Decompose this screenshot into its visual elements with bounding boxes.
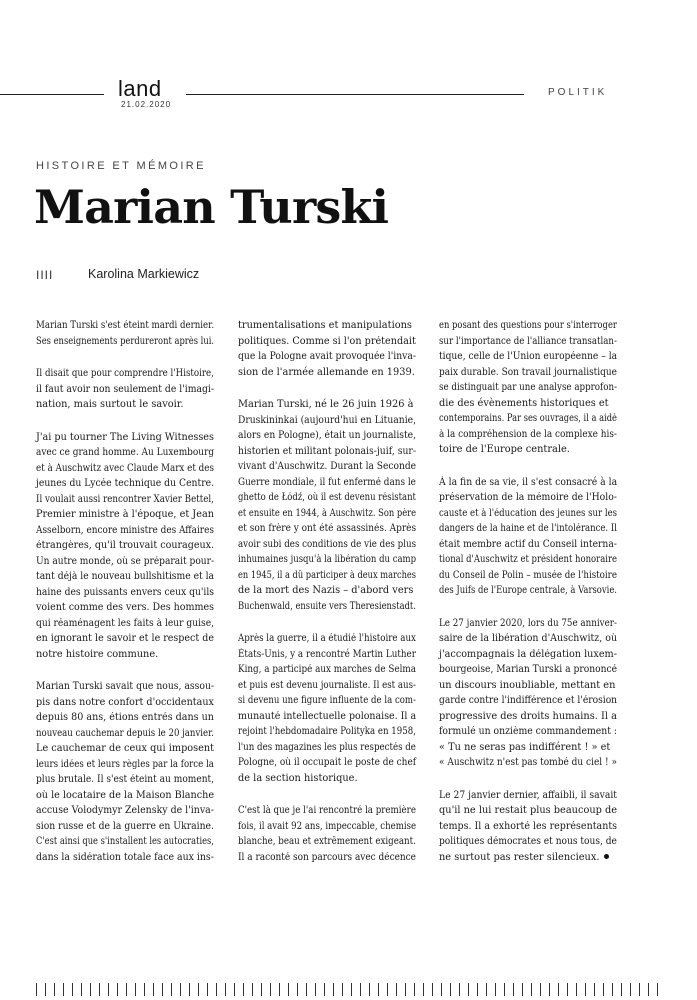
- text-line: dans la sidération totale face aux ins-: [36, 851, 214, 863]
- paragraph: [238, 318, 418, 380]
- text-line: avoir subi des conditions de vie des plus: [238, 538, 417, 550]
- text-line: Le cauchemar de ceux qui imposent: [36, 743, 215, 754]
- text-line: contemporains. Par ses ouvrages, il a aidé: [439, 413, 617, 424]
- text-line: et ensuite en 1944, à Auschwitz. Son père: [238, 507, 417, 519]
- text-line: causte et à l'éducation des jeunes sur les: [439, 507, 618, 519]
- footer-tick-bar: [36, 983, 662, 996]
- text-line: trumentalisations et manipulations: [238, 320, 412, 331]
- text-line: tant déjà le nouveau bullshitisme et la: [36, 571, 215, 582]
- text-line: Guerre mondiale, il fut enfermé dans le: [238, 476, 416, 488]
- issue-date: 21.02.2020: [121, 100, 172, 109]
- text-line: progressive des droits humains. Il a: [439, 710, 617, 722]
- text-line: en posant des questions pour s'interroger: [439, 320, 617, 331]
- text-line: Marian Turski, né le 26 juin 1926 à: [238, 399, 414, 410]
- text-line: pis dans notre confort d'occidentaux: [36, 696, 214, 708]
- text-line: se distinguait par une analyse approfon-: [439, 382, 618, 393]
- publication-logo: land: [118, 76, 162, 101]
- text-line: formulé un onzième commandement :: [439, 726, 618, 737]
- paragraph: [439, 318, 619, 458]
- text-line: étrangères, qu'il trouvait courageux.: [36, 540, 215, 551]
- text-line: à la compréhension de la complexe his-: [439, 428, 617, 440]
- text-line: blanche, beau et extrêmement exigeant.: [238, 836, 416, 847]
- text-line: de la mort des Nazis – d'abord vers: [238, 585, 414, 596]
- text-line: Premier ministre à l'époque, et Jean: [36, 509, 214, 520]
- text-line: « Tu ne seras pas indifférent ! » et: [439, 741, 611, 753]
- text-line: et puis est devenu journaliste. Il est aus-: [238, 679, 416, 691]
- text-line: Ses enseignements perdureront après lui.: [36, 335, 215, 347]
- text-line: que la Pologne avait provoquée l'inva-: [238, 351, 416, 362]
- text-line: plus brutale. Il s'est éteint au moment,: [36, 774, 215, 785]
- article-kicker: HISTOIRE ET MÉMOIRE: [36, 160, 206, 172]
- text-line: Il disait que pour comprendre l'Histoire,: [36, 368, 214, 379]
- text-line: Il voulait aussi rencontrer Xavier Bettel,: [36, 493, 214, 505]
- text-line: Buchenwald, ensuite vers Theresienstadt.: [238, 600, 416, 612]
- text-column-3: [439, 318, 619, 882]
- text-line: À la fin de sa vie, il s'est consacré à la: [439, 476, 618, 488]
- text-line: ghetto de Łódź, où il est devenu résistant: [238, 492, 416, 503]
- text-line: était membre actif du Conseil interna-: [439, 538, 617, 550]
- text-line: j'accompagnais la délégation luxem-: [439, 648, 617, 660]
- text-line: munauté intellectuelle polonaise. Il a: [238, 710, 417, 722]
- text-line: inhumaines jusqu'à la libération du camp: [238, 554, 417, 565]
- text-line: de la section historique.: [238, 772, 358, 784]
- paragraph: [238, 397, 418, 614]
- text-line: tique, celle de l'Union européenne – la: [439, 351, 618, 362]
- text-line: Le 27 janvier 2020, lors du 75e anniver-: [439, 617, 617, 629]
- paragraph: [439, 475, 619, 599]
- text-line: États-Unis, y a rencontré Martin Luther: [238, 648, 416, 660]
- text-line: voient comme des vers. Des hommes: [36, 602, 214, 613]
- text-line: Asselborn, encore ministre des Affaires: [36, 524, 214, 536]
- paragraph: [36, 430, 216, 663]
- text-line: et son frère y ont été assassinés. Après: [238, 523, 417, 534]
- paragraph: [36, 318, 216, 349]
- text-line: notre histoire commune.: [36, 648, 159, 660]
- text-line: toire de l'Europe centrale.: [439, 444, 570, 455]
- text-line: C'est là que je l'ai rencontré la première: [238, 805, 416, 816]
- text-column-1: [36, 318, 216, 882]
- byline-marker: IIII: [36, 268, 54, 282]
- text-line: et à Auschwitz avec Claude Marx et des: [36, 462, 214, 474]
- text-line: King, a participé aux marches de Selma: [238, 664, 416, 675]
- text-line: du Conseil de Polin – musée de l'histoire: [439, 569, 617, 581]
- paragraph: [238, 631, 418, 786]
- text-line: bourgeoise, Marian Turski a prononcé: [439, 664, 618, 675]
- text-line: alors en Pologne), était un journaliste,: [238, 430, 417, 441]
- paragraph: [238, 803, 418, 865]
- text-line: il faut avoir non seulement de l'imagi-: [36, 383, 215, 395]
- article-title: Marian Turski: [34, 180, 389, 234]
- text-line: fois, il avait 92 ans, impeccable, chemise: [238, 820, 417, 832]
- text-line: C'est ainsi que s'installent les autocraties,: [36, 836, 214, 847]
- text-line: en ignorant le savoir et le respect de: [36, 633, 214, 644]
- text-line: nouveau cauchemar depuis le 20 janvier.: [36, 727, 215, 739]
- header-rule-right: [186, 94, 524, 95]
- text-line: préservation de la mémoire de l'Holo-: [439, 492, 617, 503]
- paragraph: [439, 788, 619, 866]
- text-line: en 1945, il a dû participer à deux marches: [238, 569, 417, 581]
- text-line: politiques démocrates et nous tous, de: [439, 836, 617, 847]
- text-line: accuse Volodymyr Zelensky de l'inva-: [36, 805, 214, 816]
- text-line: temps. Il a exhorté les représentants: [439, 820, 618, 832]
- text-line: sur l'importance de l'alliance transatlan-: [439, 335, 617, 347]
- text-line: ne surtout pas rester silencieux.: [439, 851, 600, 863]
- paragraph: [36, 366, 216, 413]
- text-line: politiques. Comme si l'on prétendait: [238, 335, 416, 347]
- paragraph: [439, 616, 619, 771]
- text-line: tional d'Auschwitz et président honoraire: [439, 554, 618, 565]
- text-line: Le 27 janvier dernier, affaibli, il savait: [439, 789, 617, 801]
- text-line: saire de la libération d'Auschwitz, où: [439, 633, 618, 644]
- text-line: J'ai pu tourner The Living Witnesses: [36, 431, 214, 443]
- text-line: rejoint l'hebdomadaire Polityka en 1958,: [238, 726, 416, 737]
- text-line: Marian Turski s'est éteint mardi dernier.: [36, 320, 215, 331]
- text-line: leurs idées et leurs règles par la force la: [36, 758, 214, 770]
- text-column-2: [238, 318, 418, 882]
- text-line: un discours inoubliable, mettant en: [439, 679, 616, 691]
- section-label: POLITIK: [548, 87, 608, 98]
- text-line: si devenu une figure influente de la com-: [238, 695, 416, 706]
- text-line: depuis 80 ans, étions entrés dans un: [36, 712, 214, 723]
- text-line: vivant d'Auschwitz. Durant la Seconde: [238, 461, 417, 472]
- paragraph: [36, 679, 216, 865]
- article-author: Karolina Markiewicz: [88, 267, 200, 281]
- text-line: l'un des magazines les plus respectés de: [238, 741, 416, 753]
- text-line: qui réaménagent les faits à leur guise,: [36, 617, 215, 629]
- text-line: Druskininkai (aujourd'hui en Lituanie,: [238, 414, 417, 426]
- text-line: Il a raconté son parcours avec décence: [238, 851, 416, 863]
- text-line: qu'il ne lui restait plus beaucoup de: [439, 805, 618, 816]
- text-line: « Auschwitz n'est pas tombé du ciel ! »: [439, 757, 618, 768]
- text-line: dangers de la haine et de l'intolérance. Il: [439, 523, 617, 534]
- text-line: haine des puissants envers ceux qu'ils: [36, 586, 215, 598]
- text-line: Après la guerre, il a étudié l'histoire aux: [238, 633, 416, 644]
- text-line: sion russe et de la guerre en Ukraine.: [36, 820, 214, 832]
- text-line: paix durable. Son travail journalistique: [439, 366, 617, 378]
- text-line: où le locataire de la Maison Blanche: [36, 789, 215, 801]
- header-rule-left: [0, 94, 104, 95]
- text-line: Marian Turski savait que nous, assou-: [36, 681, 215, 692]
- text-line: die des évènements historiques et: [439, 397, 609, 409]
- text-line: avec ce grand homme. Au Luxembourg: [36, 447, 215, 458]
- text-line: des Juifs de l'Europe centrale, à Varsovie.: [439, 585, 617, 596]
- text-line: jeunes du Lycée technique du Centre.: [36, 478, 215, 489]
- text-line: historien et militant polonais-juif, sur-: [238, 445, 417, 457]
- text-line: Pologne, où il occupait le poste de chef: [238, 757, 417, 768]
- text-line: Un autre monde, où se préparait pour-: [36, 555, 215, 567]
- text-line: garde contre l'indifférence et l'érosion: [439, 695, 618, 706]
- text-line: sion de l'armée allemande en 1939.: [238, 366, 415, 378]
- text-line: nation, mais surtout le savoir.: [36, 399, 184, 410]
- end-of-article-dot: [604, 854, 609, 859]
